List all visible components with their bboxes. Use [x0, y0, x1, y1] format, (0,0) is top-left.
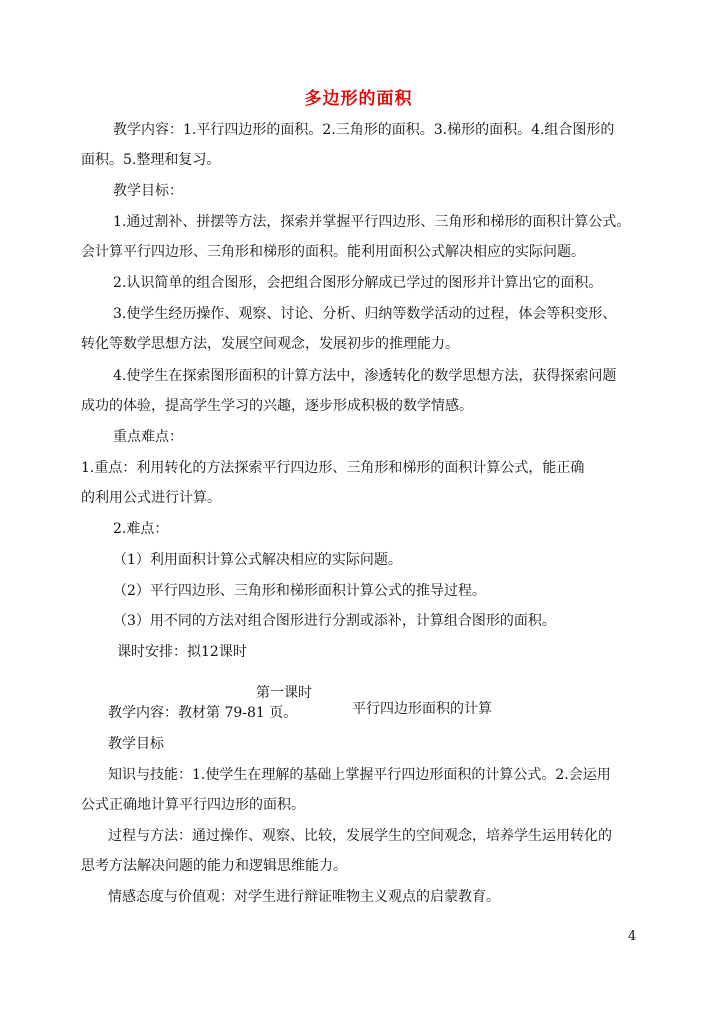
process-methods-line2: 思考方法解决问题的能力和逻辑思维能力。 [81, 858, 347, 874]
teaching-goals-heading: 教学目标： [113, 183, 183, 199]
lesson-name: 平行四边形面积的计算 [352, 701, 492, 717]
page-title: 多边形的面积 [304, 89, 413, 109]
lesson-goals-heading: 教学目标 [108, 736, 164, 752]
knowledge-skills-line1: 知识与技能：1.使学生在理解的基础上掌握平行四边形面积的计算公式。2.会运用 [108, 767, 611, 783]
key-points-heading: 重点难点： [113, 429, 183, 445]
process-methods-line1: 过程与方法：通过操作、观察、比较，发展学生的空间观念，培养学生运用转化的 [108, 828, 612, 844]
emotions-values: 情感态度与价值观：对学生进行辩证唯物主义观点的启蒙教育。 [108, 889, 500, 905]
teaching-content-line1: 教学内容：1.平行四边形的面积。2.三角形的面积。3.梯形的面积。4.组合图形的 [113, 122, 615, 138]
goal-3-line1: 3.使学生经历操作、观察、讨论、分析、归纳等数学活动的过程，体会等积变形、 [113, 306, 617, 322]
difficulty-3: （3）用不同的方法对组合图形进行分割或添补，计算组合图形的面积。 [113, 613, 556, 629]
goal-1-line1: 1.通过割补、拼摆等方法，探索并掌握平行四边形、三角形和梯形的面积计算公式。 [113, 214, 631, 230]
difficulty-heading: 2.难点： [113, 521, 169, 537]
teaching-content-line2: 面积。5.整理和复习。 [81, 152, 221, 168]
key-point-1-line1: 1.重点：利用转化的方法探索平行四边形、三角形和梯形的面积计算公式，能正确 [81, 460, 585, 476]
schedule: 课时安排：拟12课时 [117, 644, 247, 660]
knowledge-skills-line2: 公式正确地计算平行四边形的面积。 [81, 797, 305, 813]
goal-4-line1: 4.使学生在探索图形面积的计算方法中，渗透转化的数学思想方法，获得探索问题 [113, 368, 617, 384]
difficulty-2: （2）平行四边形、三角形和梯形面积计算公式的推导过程。 [113, 583, 486, 599]
lesson-content: 教学内容：教材第 79-81 页。 [108, 705, 298, 721]
page-number: 4 [628, 929, 637, 944]
difficulty-1: （1）利用面积计算公式解决相应的实际问题。 [113, 552, 402, 568]
lesson-number: 第一课时 [256, 685, 312, 701]
goal-4-line2: 成功的体验，提高学生学习的兴趣，逐步形成积极的数学情感。 [81, 398, 473, 414]
goal-3-line2: 转化等数学思想方法，发展空间观念，发展初步的推理能力。 [81, 336, 459, 352]
key-point-1-line2: 的利用公式进行计算。 [81, 490, 221, 506]
goal-2: 2.认识简单的组合图形，会把组合图形分解成已学过的图形并计算出它的面积。 [113, 275, 603, 291]
goal-1-line2: 会计算平行四边形、三角形和梯形的面积。能利用面积公式解决相应的实际问题。 [81, 244, 585, 260]
